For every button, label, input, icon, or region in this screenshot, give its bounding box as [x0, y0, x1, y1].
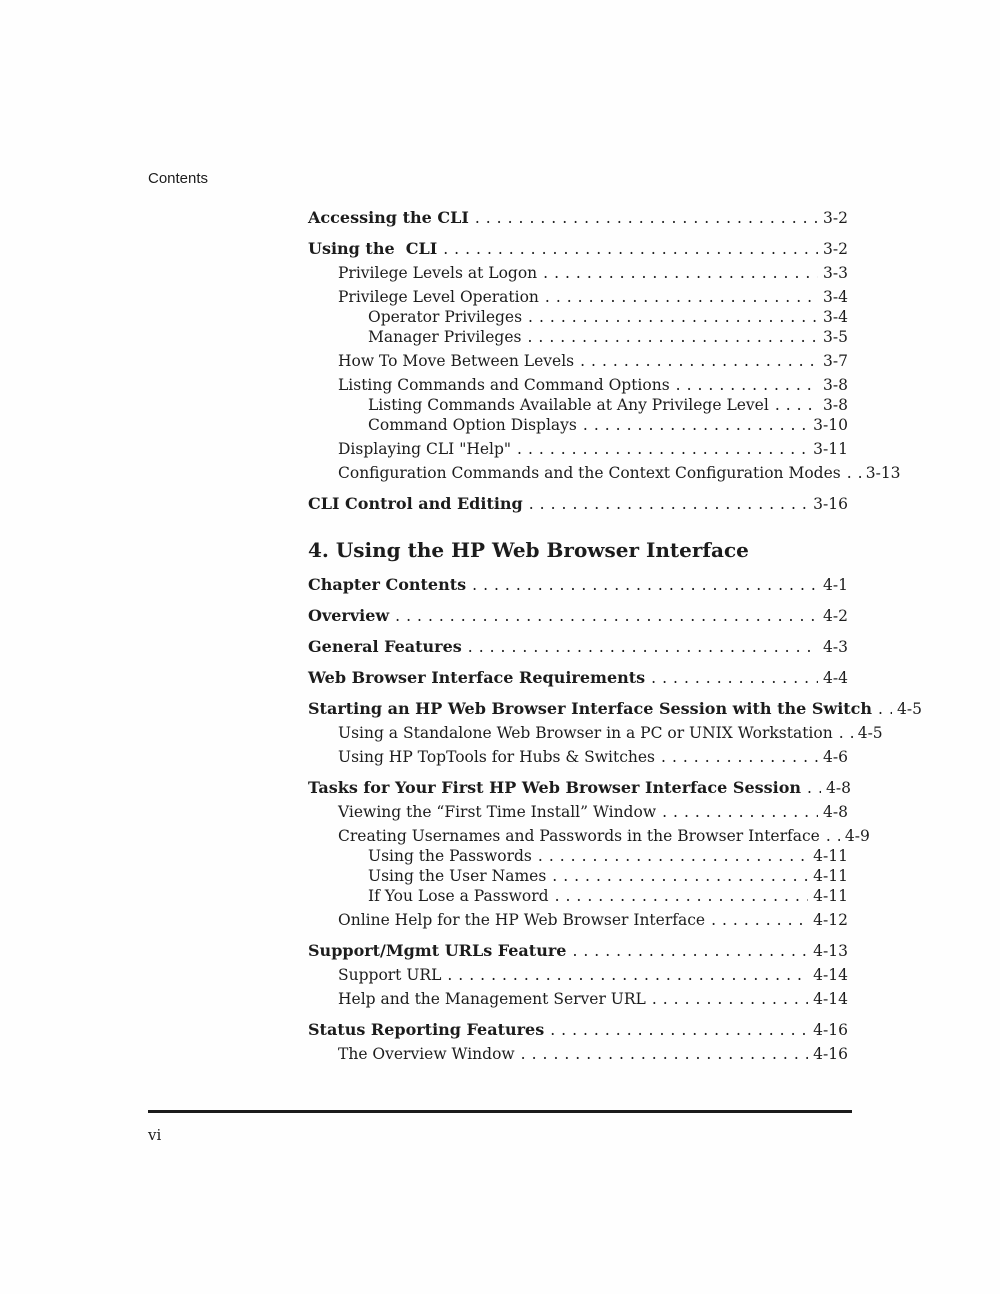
running-header-contents: Contents — [148, 170, 209, 187]
dot-leader — [528, 309, 818, 326]
dot-leader — [521, 1046, 809, 1063]
toc-page-number: 4-13 — [813, 942, 848, 960]
toc-entry — [308, 699, 922, 718]
dot-leader — [580, 353, 818, 370]
toc-entry-label: Privilege Levels at Logon — [338, 264, 538, 282]
toc-entry-label: CLI Control and Editing — [308, 494, 523, 513]
dot-leader — [651, 670, 818, 687]
toc-entry — [308, 265, 848, 282]
dot-leader — [661, 749, 818, 766]
toc-entry-label: Using the User Names — [368, 867, 547, 885]
toc-entry-label: The Overview Window — [338, 1045, 515, 1063]
footer-rule — [148, 1110, 852, 1113]
toc-page-number: 4-8 — [826, 779, 852, 797]
toc-page-number: 4-11 — [813, 847, 848, 865]
toc-page-number: 4-16 — [813, 1045, 848, 1063]
dot-leader — [652, 991, 808, 1008]
toc-entry — [308, 749, 848, 766]
dot-leader — [545, 289, 818, 306]
toc-entry — [308, 868, 848, 885]
dot-leader — [839, 725, 853, 742]
toc-page-number: 4-9 — [844, 827, 870, 845]
toc-entry — [308, 804, 848, 821]
toc-page-number: 4-14 — [813, 990, 848, 1008]
toc-entry-label: Command Option Displays — [368, 416, 577, 434]
toc-entry — [308, 1021, 848, 1039]
toc-entry-label: Privilege Level Operation — [338, 288, 539, 306]
toc-entry — [308, 353, 848, 370]
toc-page-number: 3-11 — [813, 440, 848, 458]
dot-leader — [807, 780, 821, 797]
toc-entry — [308, 329, 848, 346]
dot-leader — [711, 912, 808, 929]
dot-leader — [552, 868, 808, 885]
toc-entry-label: If You Lose a Password — [368, 887, 549, 905]
toc-entry-label: Support URL — [338, 966, 442, 984]
toc-entry-label: Operator Privileges — [368, 308, 523, 326]
toc-entry — [308, 209, 848, 227]
toc-entry-label: Status Reporting Features — [308, 1020, 545, 1039]
toc-entry-label: Listing Commands Available at Any Privilege Level — [368, 396, 769, 414]
toc-entry-label: Help and the Management Server URL — [338, 990, 646, 1008]
dot-leader — [472, 577, 818, 594]
toc-page-number: 4-1 — [823, 576, 848, 594]
dot-leader — [543, 265, 818, 282]
dot-leader — [395, 608, 818, 625]
toc-page-number: 4-6 — [823, 748, 848, 766]
toc-entry-label: Starting an HP Web Browser Interface Session with the Switch — [308, 699, 873, 718]
toc-entry-label: Support/Mgmt URLs Feature — [308, 941, 567, 960]
toc-entry-label: Accessing the CLI — [308, 208, 469, 227]
toc-page-number: 3-4 — [823, 308, 848, 326]
toc-page-number: 3-3 — [823, 264, 848, 282]
toc-page-number: 4-16 — [813, 1021, 848, 1039]
toc-entry — [308, 240, 848, 258]
toc-entry-label: Tasks for Your First HP Web Browser Interface Session — [308, 778, 802, 797]
toc-entry — [308, 464, 901, 482]
toc-page-number: 4-5 — [897, 700, 922, 718]
dot-leader — [583, 417, 808, 434]
dot-leader — [676, 377, 818, 394]
dot-leader — [775, 397, 818, 414]
toc-page-number: 4-4 — [823, 669, 848, 687]
toc-entry — [308, 888, 848, 905]
toc-entry — [308, 1046, 848, 1063]
dot-leader — [529, 496, 808, 513]
toc-entry-label: How To Move Between Levels — [338, 352, 575, 370]
toc-entry — [308, 669, 848, 687]
dot-leader — [475, 210, 818, 227]
toc-entry — [308, 576, 848, 594]
toc-page-number: 4-3 — [823, 638, 848, 656]
toc-entry-label: Creating Usernames and Passwords in the Browser Interface — [338, 827, 820, 845]
toc-entry — [308, 417, 848, 434]
toc-entry — [308, 397, 848, 414]
toc-entry — [308, 991, 848, 1008]
toc-entry-label: Configuration Commands and the Context Configuration Modes — [338, 464, 841, 482]
toc-entry — [308, 607, 848, 625]
toc-entry-label: Web Browser Interface Requirements — [308, 668, 646, 687]
dot-leader — [662, 804, 818, 821]
toc-entry-label: Displaying CLI "Help" — [338, 440, 512, 458]
toc-entry — [308, 912, 848, 929]
toc-entry — [308, 495, 848, 513]
toc-page-number: 4-2 — [823, 607, 848, 625]
toc-entry — [308, 724, 883, 742]
toc-entry-label: Using the CLI — [308, 239, 438, 258]
table-of-contents — [308, 196, 922, 1063]
toc-entry-label: Using HP TopTools for Hubs & Switches — [338, 748, 656, 766]
chapter-heading: 4. Using the HP Web Browser Interface — [308, 538, 749, 562]
toc-entry-label: Using a Standalone Web Browser in a PC or UNIX Workstation — [338, 724, 833, 742]
toc-entry — [308, 309, 848, 326]
toc-entry-label: Manager Privileges — [368, 328, 522, 346]
dot-leader — [826, 828, 840, 845]
toc-entry-label: Online Help for the HP Web Browser Interface — [338, 911, 706, 929]
toc-page-number: 4-5 — [857, 724, 883, 742]
dot-leader — [555, 888, 809, 905]
toc-entry — [308, 377, 848, 394]
toc-page-number: 3-10 — [813, 416, 848, 434]
toc-page-number: 3-8 — [823, 396, 848, 414]
toc-entry-label: Overview — [308, 606, 390, 625]
toc-entry-label: General Features — [308, 637, 462, 656]
toc-page-number: 4-12 — [813, 911, 848, 929]
toc-entry — [308, 441, 848, 458]
toc-page-number: 3-4 — [823, 288, 848, 306]
toc-page-number: 3-13 — [865, 464, 901, 482]
toc-entry — [308, 942, 848, 960]
toc-page-number: 4-11 — [813, 867, 848, 885]
toc-entry-label: Using the Passwords — [368, 847, 532, 865]
toc-entry — [308, 967, 848, 984]
dot-leader — [447, 967, 808, 984]
dot-leader — [550, 1022, 808, 1039]
toc-page-number: 3-8 — [823, 376, 848, 394]
footer-page-number: vi — [148, 1126, 162, 1144]
toc-entry-label: Listing Commands and Command Options — [338, 376, 670, 394]
dot-leader — [538, 848, 808, 865]
toc-entry — [308, 289, 848, 306]
dot-leader — [847, 465, 861, 482]
toc-entry — [308, 778, 852, 797]
toc-page-number: 4-11 — [813, 887, 848, 905]
toc-page-number: 4-14 — [813, 966, 848, 984]
dot-leader — [527, 329, 818, 346]
dot-leader — [443, 241, 818, 258]
toc-page-number: 3-16 — [813, 495, 848, 513]
toc-page-number: 3-5 — [823, 328, 848, 346]
toc-page-number: 3-2 — [823, 209, 848, 227]
toc-entry — [308, 827, 870, 845]
toc-entry-label: Chapter Contents — [308, 575, 467, 594]
dot-leader — [468, 639, 818, 656]
toc-entry — [308, 638, 848, 656]
toc-entry-label: Viewing the “First Time Install” Window — [338, 803, 657, 821]
dot-leader — [517, 441, 808, 458]
dot-leader — [878, 701, 892, 718]
toc-entry — [308, 848, 848, 865]
toc-page-number: 3-2 — [823, 240, 848, 258]
toc-page-number: 3-7 — [823, 352, 848, 370]
toc-page-number: 4-8 — [823, 803, 848, 821]
dot-leader — [572, 943, 808, 960]
